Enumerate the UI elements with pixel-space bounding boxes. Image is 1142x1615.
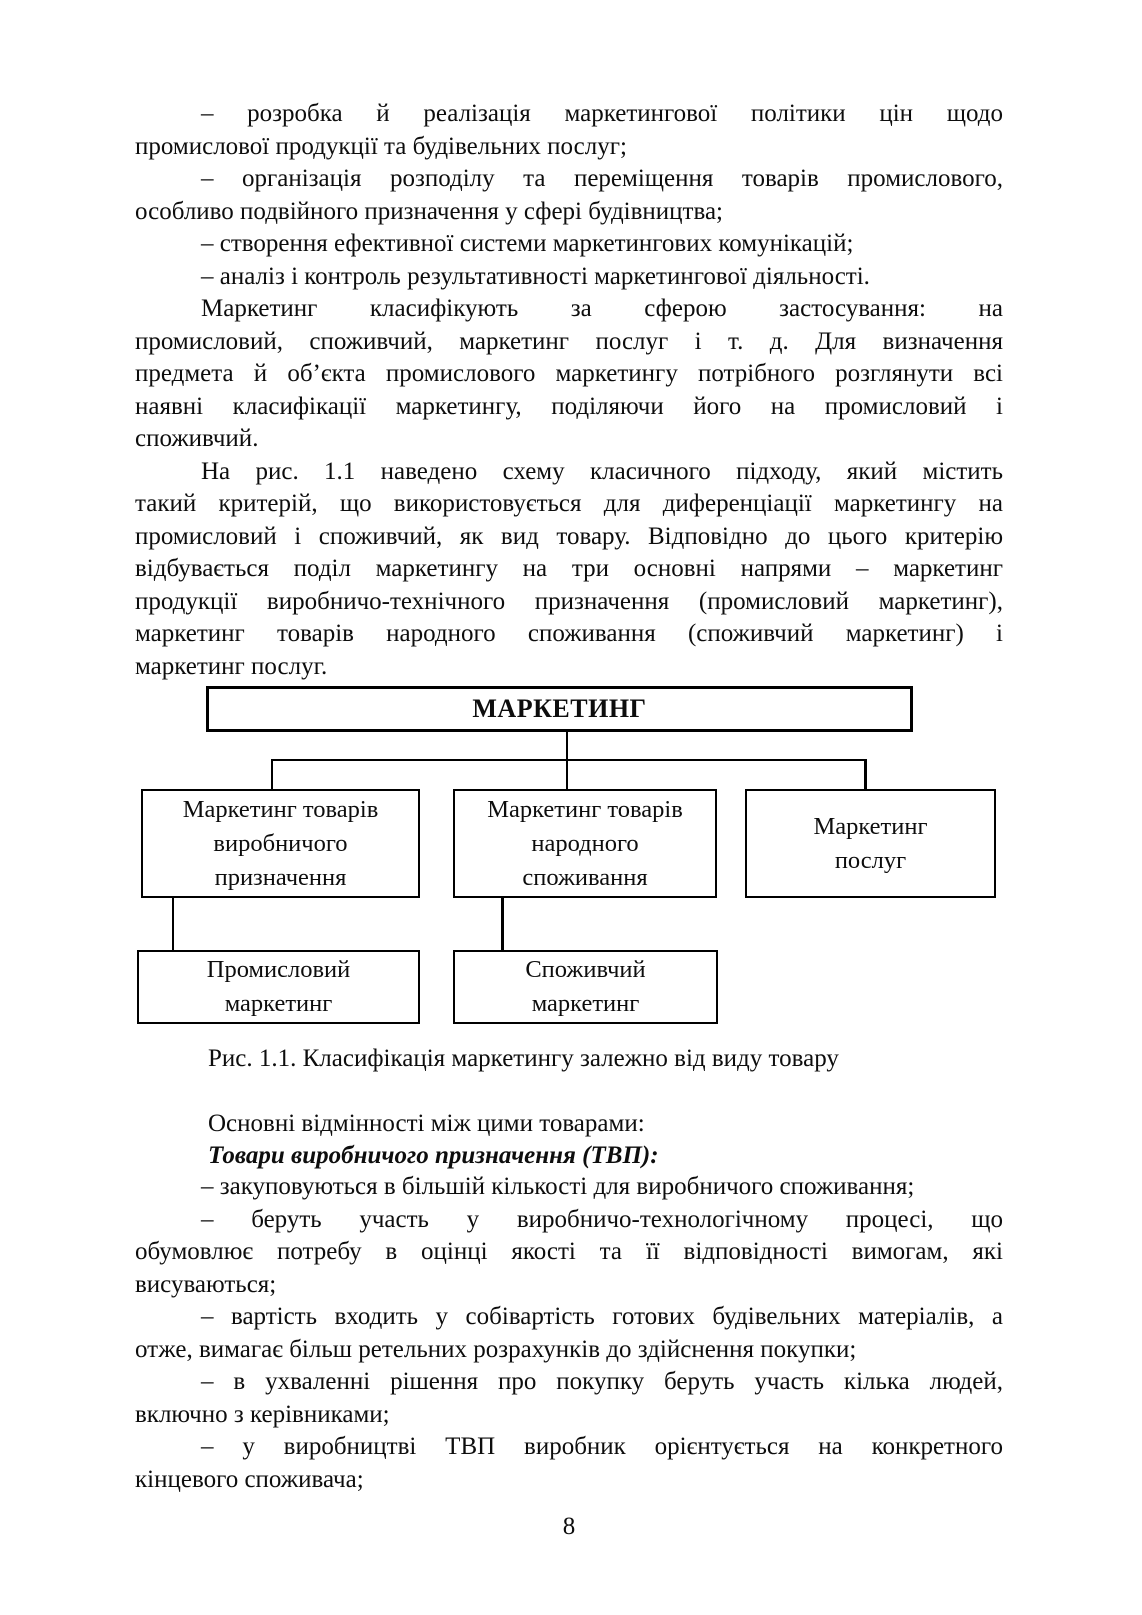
figure-root-label: МАРКЕТИНГ xyxy=(472,694,647,723)
page-number: 8 xyxy=(562,1513,576,1540)
text-line: На рис. 1.1 наведено схему класичного підходу, який містить xyxy=(201,457,1003,485)
text-line: такий критерій, що використовується для диференціації маркетингу на xyxy=(135,490,1003,517)
text-line: – у виробництві ТВП виробник орієнтується на конкретного xyxy=(201,1433,1003,1460)
text-line: Споживчий xyxy=(525,956,646,983)
text-line: відбувається поділ маркетингу на три основні напрями – маркетинг xyxy=(135,555,1003,582)
text-line: – організація розподілу та переміщення товарів промислового, xyxy=(201,165,1003,192)
text-line: споживання xyxy=(522,863,648,891)
text-line: обумовлює потребу в оцінці якості та її відповідності вимогам, які xyxy=(135,1238,1003,1265)
text-line: – в ухваленні рішення про покупку беруть участь кілька людей, xyxy=(201,1368,1003,1395)
figure-box-consumer-goods-marketing xyxy=(453,789,717,898)
tvp-subheading: Товари виробничого призначення (ТВП): xyxy=(208,1142,659,1169)
text-line: наявні класифікації маркетингу, поділяючи його на промисловий і xyxy=(135,392,1003,420)
text-line: Маркетинг xyxy=(813,812,928,840)
figure-box-consumer-marketing xyxy=(453,950,718,1024)
text-line: – аналіз і контроль результативності маркетингової діяльності. xyxy=(201,262,870,290)
text-line: – вартість входить у собівартість готових будівельних матеріалів, а xyxy=(201,1303,1003,1330)
text-line: Маркетинг товарів xyxy=(182,795,379,823)
connector-consumer-sub-line xyxy=(501,898,504,950)
text-line: маркетинг xyxy=(531,990,640,1017)
text-line: промислової продукції та будівельних послуг; xyxy=(135,132,627,160)
connector-horizontal-line xyxy=(271,759,867,761)
body-text-top xyxy=(135,98,1003,683)
text-line: Маркетинг класифікують за сферою застосування: на xyxy=(201,295,1003,322)
text-line: предмета й об’єкта промислового маркетингу потрібного розглянути всі xyxy=(135,360,1003,387)
text-line: – закуповуються в більшій кількості для виробничого споживання; xyxy=(201,1173,915,1200)
text-line: промисловий і споживчий, як вид товару. Відповідно до цього критерію xyxy=(135,522,1003,550)
connector-drop-right-line xyxy=(864,759,867,789)
text-line: маркетинг xyxy=(224,990,333,1017)
figure-caption: Рис. 1.1. Класифікація маркетингу залежно від виду товару xyxy=(208,1045,839,1072)
connector-industrial-sub-line xyxy=(172,898,174,950)
figure-box-industrial-goods-marketing xyxy=(141,789,420,898)
text-line: споживчий. xyxy=(135,425,259,452)
text-line: народного xyxy=(531,829,639,857)
figure-box-services-marketing xyxy=(745,789,996,898)
figure-box-marketing xyxy=(206,686,913,732)
text-line: Промисловий xyxy=(206,956,351,983)
text-line: – беруть участь у виробничо-технологічному процесі, що xyxy=(201,1205,1003,1233)
connector-drop-left-line xyxy=(271,759,273,789)
text-line: виробничого xyxy=(213,829,348,857)
text-line: маркетинг товарів народного споживання (споживчий маркетинг) і xyxy=(135,620,1003,647)
differences-intro-line: Основні відмінності між цими товарами: xyxy=(208,1110,645,1137)
text-line: призначення xyxy=(214,863,347,891)
text-line: отже, вимагає більш ретельних розрахунків до здійснення покупки; xyxy=(135,1335,857,1363)
text-line: Маркетинг товарів xyxy=(487,795,683,823)
body-text-bottom xyxy=(135,1171,1003,1496)
text-line: – створення ефективної системи маркетингових комунікацій; xyxy=(201,230,854,257)
text-line: особливо подвійного призначення у сфері будівництва; xyxy=(135,197,723,225)
text-line: – розробка й реалізація маркетингової політики цін щодо xyxy=(201,100,1003,127)
connector-drop-center-line xyxy=(566,759,568,789)
text-line: послуг xyxy=(834,846,907,874)
text-line: продукції виробничо-технічного призначення (промисловий маркетинг), xyxy=(135,587,1003,615)
figure-box-industrial-marketing xyxy=(137,950,420,1024)
connector-root-stem-line xyxy=(566,732,568,759)
text-line: маркетинг послуг. xyxy=(135,652,328,680)
text-line: висуваються; xyxy=(135,1270,277,1298)
text-line: кінцевого споживача; xyxy=(135,1465,364,1493)
text-line: промисловий, споживчий, маркетинг послуг і т. д. Для визначення xyxy=(135,327,1003,355)
text-line: включно з керівниками; xyxy=(135,1400,390,1428)
